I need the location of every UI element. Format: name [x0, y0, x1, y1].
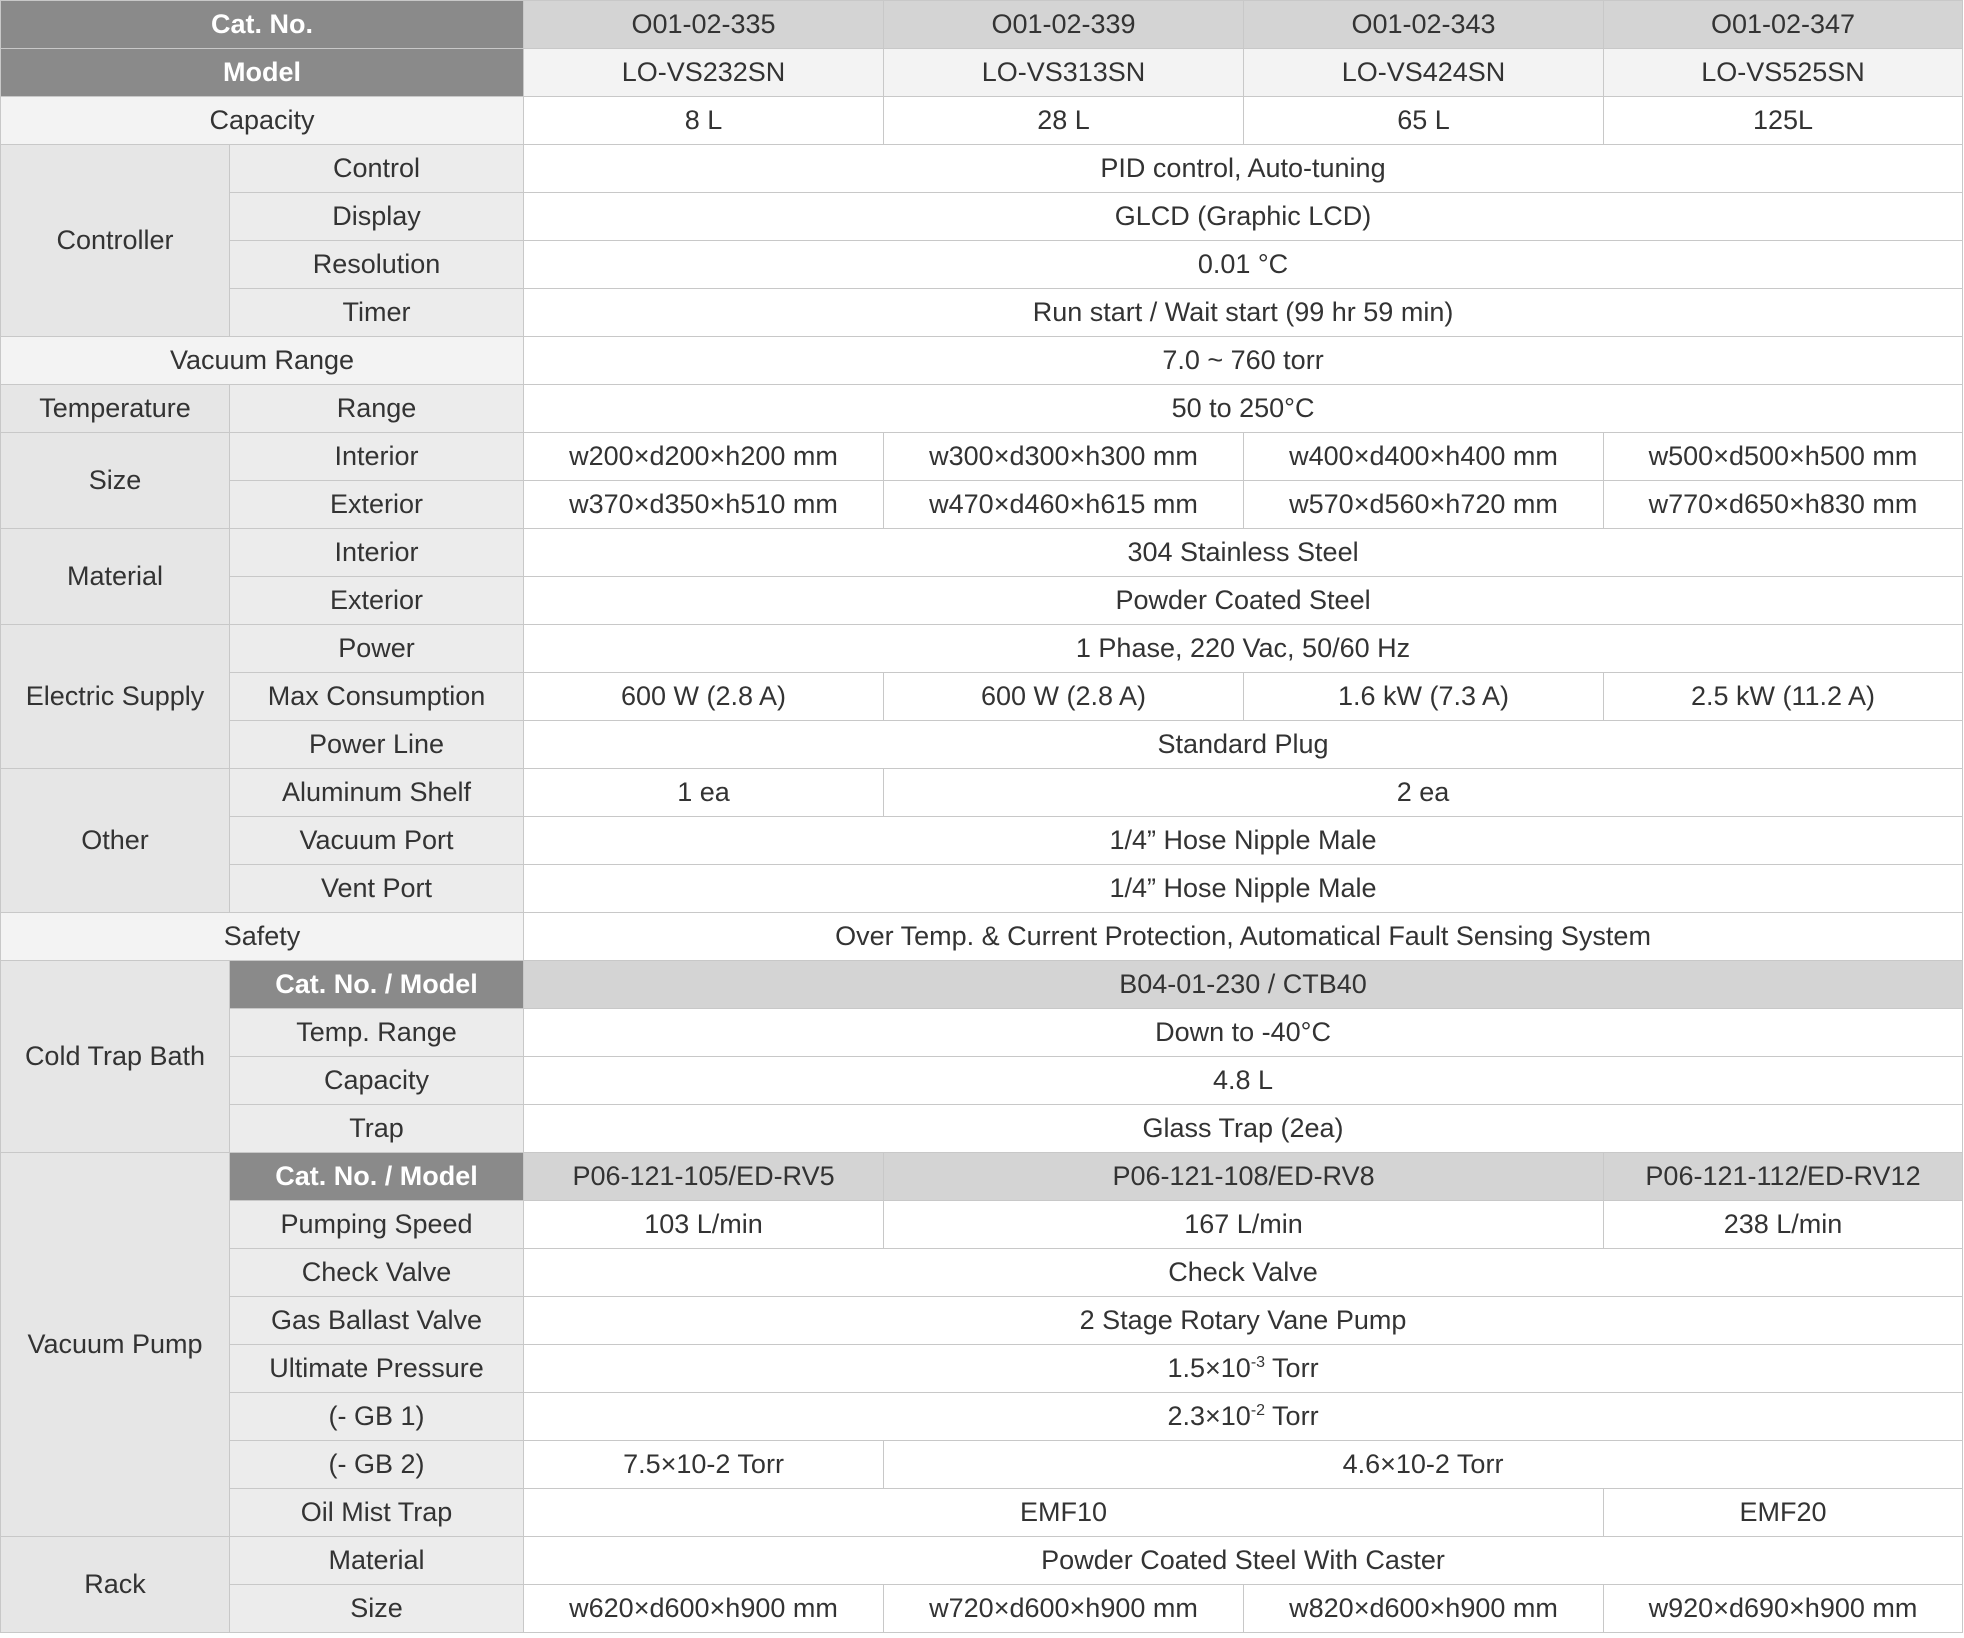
- timer-value: Run start / Wait start (99 hr 59 min): [524, 289, 1963, 337]
- size-interior-cell: w300×d300×h300 mm: [884, 433, 1244, 481]
- timer-label: Timer: [230, 289, 524, 337]
- pumping-speed-label: Pumping Speed: [230, 1201, 524, 1249]
- model-header: Model: [1, 49, 524, 97]
- resolution-value: 0.01 °C: [524, 241, 1963, 289]
- power-value: 1 Phase, 220 Vac, 50/60 Hz: [524, 625, 1963, 673]
- cat-no-cell: O01-02-335: [524, 1, 884, 49]
- gb1-exponent: -2: [1250, 1402, 1266, 1419]
- safety-label: Safety: [1, 913, 524, 961]
- row-vacuum-port: [1, 817, 1963, 865]
- model-cell: LO-VS232SN: [524, 49, 884, 97]
- row-vent-port: [1, 865, 1963, 913]
- gas-ballast-value: 2 Stage Rotary Vane Pump: [524, 1297, 1963, 1345]
- row-power: [1, 625, 1963, 673]
- power-label: Power: [230, 625, 524, 673]
- capacity-cell: 8 L: [524, 97, 884, 145]
- row-rack-size: [1, 1585, 1963, 1633]
- pumping-speed-cell: 103 L/min: [524, 1201, 884, 1249]
- size-exterior-cell: w570×d560×h720 mm: [1244, 481, 1604, 529]
- aluminum-shelf-cell: 1 ea: [524, 769, 884, 817]
- row-display: [1, 193, 1963, 241]
- row-cold-trap-catmodel: [1, 961, 1963, 1009]
- vacuum-range-value: 7.0 ~ 760 torr: [524, 337, 1963, 385]
- safety-value: Over Temp. & Current Protection, Automatical Fault Sensing System: [524, 913, 1963, 961]
- cat-no-header: Cat. No.: [1, 1, 524, 49]
- power-line-value: Standard Plug: [524, 721, 1963, 769]
- check-valve-value: Check Valve: [524, 1249, 1963, 1297]
- ultimate-pressure-exponent: -3: [1250, 1354, 1266, 1371]
- row-cold-trap-trap: [1, 1105, 1963, 1153]
- row-temperature: [1, 385, 1963, 433]
- cold-trap-temp-value: Down to -40°C: [524, 1009, 1963, 1057]
- gas-ballast-label: Gas Ballast Valve: [230, 1297, 524, 1345]
- size-interior-cell: w200×d200×h200 mm: [524, 433, 884, 481]
- cold-trap-trap-value: Glass Trap (2ea): [524, 1105, 1963, 1153]
- rack-material-value: Powder Coated Steel With Caster: [524, 1537, 1963, 1585]
- row-oil-mist-trap: [1, 1489, 1963, 1537]
- material-exterior-value: Powder Coated Steel: [524, 577, 1963, 625]
- vacuum-port-value: 1/4” Hose Nipple Male: [524, 817, 1963, 865]
- rack-size-label: Size: [230, 1585, 524, 1633]
- row-cold-trap-temp: [1, 1009, 1963, 1057]
- rack-size-cell: w720×d600×h900 mm: [884, 1585, 1244, 1633]
- vent-port-value: 1/4” Hose Nipple Male: [524, 865, 1963, 913]
- temperature-range-label: Range: [230, 385, 524, 433]
- size-exterior-cell: w370×d350×h510 mm: [524, 481, 884, 529]
- cat-no-cell: O01-02-347: [1604, 1, 1963, 49]
- controller-category: Controller: [1, 145, 230, 337]
- cat-no-cell: O01-02-343: [1244, 1, 1604, 49]
- size-category: Size: [1, 433, 230, 529]
- rack-size-cell: w920×d690×h900 mm: [1604, 1585, 1963, 1633]
- max-consumption-cell: 600 W (2.8 A): [524, 673, 884, 721]
- capacity-cell: 65 L: [1244, 97, 1604, 145]
- row-size-exterior: [1, 481, 1963, 529]
- pumping-speed-cell: 167 L/min: [884, 1201, 1604, 1249]
- temperature-range-value: 50 to 250°C: [524, 385, 1963, 433]
- size-interior-label: Interior: [230, 433, 524, 481]
- electric-category: Electric Supply: [1, 625, 230, 769]
- oil-mist-trap-label: Oil Mist Trap: [230, 1489, 524, 1537]
- aluminum-shelf-label: Aluminum Shelf: [230, 769, 524, 817]
- ultimate-pressure-label: Ultimate Pressure: [230, 1345, 524, 1393]
- cold-trap-temp-label: Temp. Range: [230, 1009, 524, 1057]
- pumping-speed-cell: 238 L/min: [1604, 1201, 1963, 1249]
- row-material-interior: [1, 529, 1963, 577]
- cold-trap-catmodel-label: Cat. No. / Model: [230, 961, 524, 1009]
- capacity-cell: 28 L: [884, 97, 1244, 145]
- max-consumption-label: Max Consumption: [230, 673, 524, 721]
- capacity-cell: 125L: [1604, 97, 1963, 145]
- size-exterior-cell: w470×d460×h615 mm: [884, 481, 1244, 529]
- vacuum-range-label: Vacuum Range: [1, 337, 524, 385]
- row-cold-trap-capacity: [1, 1057, 1963, 1105]
- material-interior-label: Interior: [230, 529, 524, 577]
- cold-trap-category: Cold Trap Bath: [1, 961, 230, 1153]
- cold-trap-capacity-value: 4.8 L: [524, 1057, 1963, 1105]
- cold-trap-catmodel-value: B04-01-230 / CTB40: [524, 961, 1963, 1009]
- rack-material-label: Material: [230, 1537, 524, 1585]
- rack-category: Rack: [1, 1537, 230, 1633]
- gb2-label: (- GB 2): [230, 1441, 524, 1489]
- gb2-cell: 4.6×10-2 Torr: [884, 1441, 1963, 1489]
- vent-port-label: Vent Port: [230, 865, 524, 913]
- row-material-exterior: [1, 577, 1963, 625]
- row-max-consumption: [1, 673, 1963, 721]
- temperature-category: Temperature: [1, 385, 230, 433]
- max-consumption-cell: 1.6 kW (7.3 A): [1244, 673, 1604, 721]
- cold-trap-trap-label: Trap: [230, 1105, 524, 1153]
- row-gas-ballast: [1, 1297, 1963, 1345]
- model-cell: LO-VS424SN: [1244, 49, 1604, 97]
- material-interior-value: 304 Stainless Steel: [524, 529, 1963, 577]
- oil-mist-trap-cell: EMF20: [1604, 1489, 1963, 1537]
- pump-catmodel-cell: P06-121-108/ED-RV8: [884, 1153, 1604, 1201]
- control-label: Control: [230, 145, 524, 193]
- pump-catmodel-label: Cat. No. / Model: [230, 1153, 524, 1201]
- cat-no-cell: O01-02-339: [884, 1, 1244, 49]
- row-ultimate-pressure: [1, 1345, 1963, 1393]
- gb1-value: [524, 1393, 1963, 1441]
- size-exterior-label: Exterior: [230, 481, 524, 529]
- row-check-valve: [1, 1249, 1963, 1297]
- size-interior-cell: w500×d500×h500 mm: [1604, 433, 1963, 481]
- row-size-interior: [1, 433, 1963, 481]
- control-value: PID control, Auto-tuning: [524, 145, 1963, 193]
- max-consumption-cell: 2.5 kW (11.2 A): [1604, 673, 1963, 721]
- vacuum-pump-category: Vacuum Pump: [1, 1153, 230, 1537]
- row-capacity: [1, 97, 1963, 145]
- row-aluminum-shelf: [1, 769, 1963, 817]
- size-interior-cell: w400×d400×h400 mm: [1244, 433, 1604, 481]
- row-control: [1, 145, 1963, 193]
- cold-trap-capacity-label: Capacity: [230, 1057, 524, 1105]
- row-pump-catmodel: [1, 1153, 1963, 1201]
- material-exterior-label: Exterior: [230, 577, 524, 625]
- gb1-base: 2.3×10: [1167, 1401, 1251, 1431]
- row-rack-material: [1, 1537, 1963, 1585]
- row-gb1: [1, 1393, 1963, 1441]
- row-vacuum-range: [1, 337, 1963, 385]
- material-category: Material: [1, 529, 230, 625]
- pump-catmodel-cell: P06-121-105/ED-RV5: [524, 1153, 884, 1201]
- model-cell: LO-VS313SN: [884, 49, 1244, 97]
- rack-size-cell: w820×d600×h900 mm: [1244, 1585, 1604, 1633]
- row-gb2: [1, 1441, 1963, 1489]
- rack-size-cell: w620×d600×h900 mm: [524, 1585, 884, 1633]
- display-value: GLCD (Graphic LCD): [524, 193, 1963, 241]
- row-model: [1, 49, 1963, 97]
- check-valve-label: Check Valve: [230, 1249, 524, 1297]
- aluminum-shelf-cell: 2 ea: [884, 769, 1963, 817]
- max-consumption-cell: 600 W (2.8 A): [884, 673, 1244, 721]
- model-cell: LO-VS525SN: [1604, 49, 1963, 97]
- ultimate-pressure-base: 1.5×10: [1167, 1353, 1251, 1383]
- row-pumping-speed: [1, 1201, 1963, 1249]
- gb1-label: (- GB 1): [230, 1393, 524, 1441]
- row-safety: [1, 913, 1963, 961]
- row-timer: [1, 289, 1963, 337]
- capacity-label: Capacity: [1, 97, 524, 145]
- resolution-label: Resolution: [230, 241, 524, 289]
- pump-catmodel-cell: P06-121-112/ED-RV12: [1604, 1153, 1963, 1201]
- size-exterior-cell: w770×d650×h830 mm: [1604, 481, 1963, 529]
- vacuum-port-label: Vacuum Port: [230, 817, 524, 865]
- row-resolution: [1, 241, 1963, 289]
- display-label: Display: [230, 193, 524, 241]
- row-cat-no: [1, 1, 1963, 49]
- row-power-line: [1, 721, 1963, 769]
- oil-mist-trap-cell: EMF10: [524, 1489, 1604, 1537]
- gb2-cell: 7.5×10-2 Torr: [524, 1441, 884, 1489]
- ultimate-pressure-unit: Torr: [1265, 1353, 1319, 1383]
- other-category: Other: [1, 769, 230, 913]
- power-line-label: Power Line: [230, 721, 524, 769]
- gb1-unit: Torr: [1265, 1401, 1319, 1431]
- ultimate-pressure-value: [524, 1345, 1963, 1393]
